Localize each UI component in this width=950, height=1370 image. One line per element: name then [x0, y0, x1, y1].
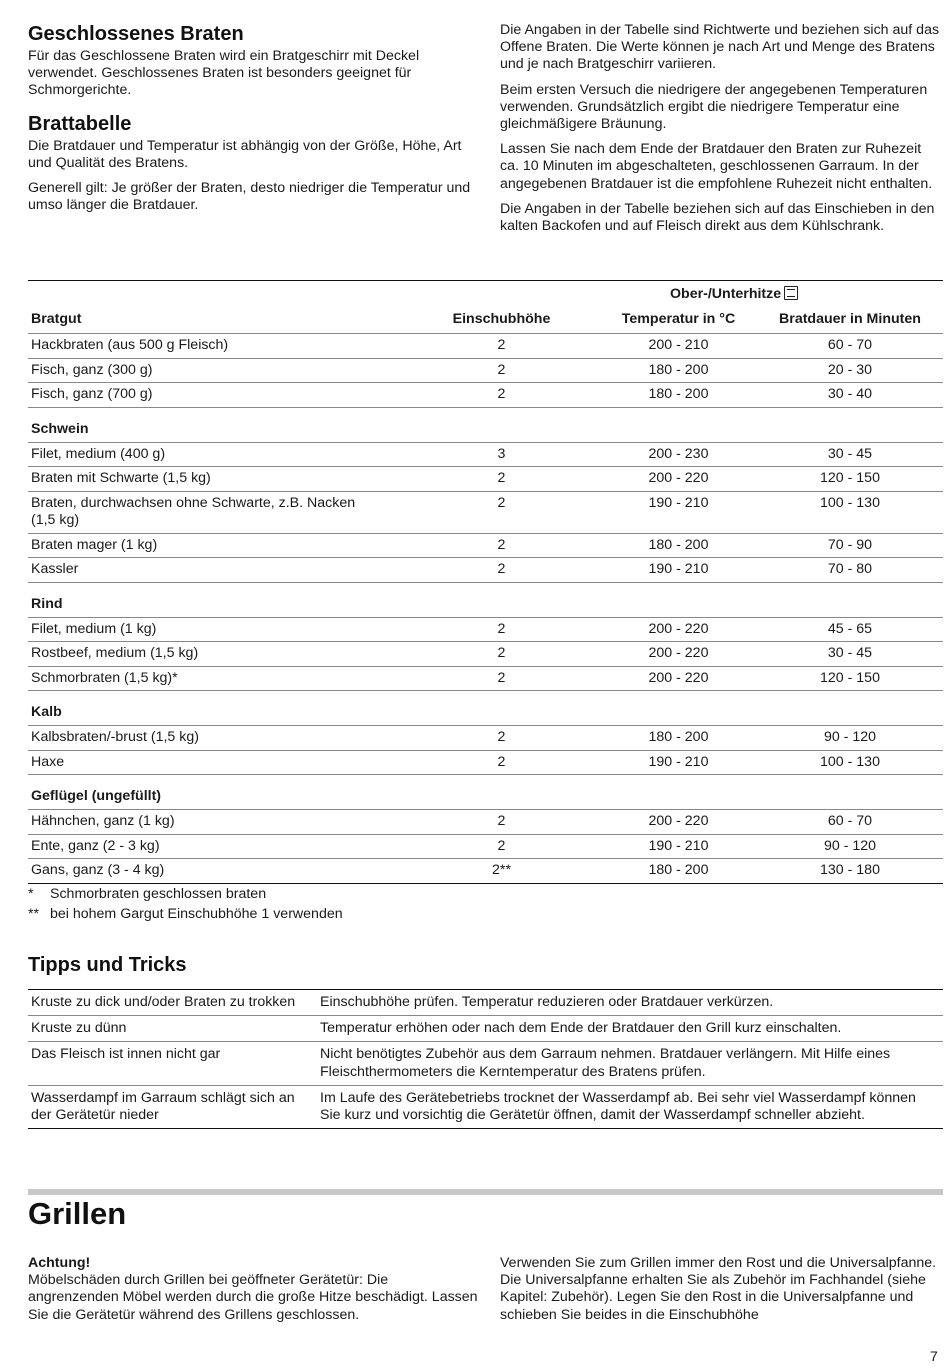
- tip-problem: Das Fleisch ist innen nicht gar: [28, 1042, 317, 1085]
- tips-table-body: [28, 990, 943, 1129]
- footnote: [28, 884, 628, 904]
- cell-food: Filet, medium (400 g): [28, 442, 403, 467]
- cell-shelf: 2: [403, 383, 600, 408]
- table-group-row: [28, 775, 943, 810]
- cell-temperature: 190 - 210: [600, 491, 757, 533]
- header-food: Bratgut: [28, 306, 403, 334]
- cell-duration: 45 - 65: [757, 617, 943, 642]
- cell-temperature: 180 - 200: [600, 726, 757, 751]
- tips-row: [28, 990, 943, 1016]
- cell-food: Hackbraten (aus 500 g Fleisch): [28, 334, 403, 359]
- table-row: [28, 810, 943, 835]
- header-temperature: Temperatur in °C: [600, 306, 757, 334]
- cell-temperature: 200 - 210: [600, 334, 757, 359]
- roast-table-intro: Die Bratdauer und Temperatur ist abhängig von der Größe, Höhe, Art und Qualität des Bratens.: [28, 137, 462, 171]
- tip-problem: Kruste zu dünn: [28, 1016, 317, 1042]
- table-row: [28, 558, 943, 583]
- cell-temperature: 200 - 220: [600, 810, 757, 835]
- cell-food: Gans, ganz (3 - 4 kg): [28, 859, 403, 884]
- cell-shelf: 2: [403, 726, 600, 751]
- header-duration: Bratdauer in Minuten: [757, 306, 943, 334]
- group-label: Rind: [28, 582, 943, 617]
- heating-mode-text: Ober-/Unterhitze: [670, 286, 782, 302]
- cell-duration: 20 - 30: [757, 358, 943, 383]
- table-row: [28, 442, 943, 467]
- table-row: [28, 491, 943, 533]
- cell-food: Braten, durchwachsen ohne Schwarte, z.B. Nacken (1,5 kg): [28, 491, 403, 533]
- cell-shelf: 2: [403, 750, 600, 775]
- footnote-mark: *: [28, 886, 34, 902]
- cell-shelf: 2: [403, 491, 600, 533]
- table-group-row: [28, 691, 943, 726]
- table-row: [28, 617, 943, 642]
- cell-temperature: 200 - 220: [600, 642, 757, 667]
- tip-problem: Wasserdampf im Garraum schlägt sich an der Gerätetür nieder: [28, 1085, 317, 1128]
- cell-shelf: 3: [403, 442, 600, 467]
- cell-food: Schmorbraten (1,5 kg)*: [28, 666, 403, 691]
- cell-temperature: 200 - 220: [600, 666, 757, 691]
- cell-temperature: 200 - 220: [600, 617, 757, 642]
- cell-duration: 120 - 150: [757, 467, 943, 492]
- table-row: [28, 467, 943, 492]
- cell-duration: 30 - 45: [757, 642, 943, 667]
- cell-duration: 130 - 180: [757, 859, 943, 884]
- tips-heading: Tipps und Tricks: [28, 954, 187, 976]
- cell-duration: 30 - 40: [757, 383, 943, 408]
- cell-food: Haxe: [28, 750, 403, 775]
- right-column-top: [500, 22, 942, 243]
- warning-text: Möbelschäden durch Grillen bei geöffneter Gerätetür: Die angrenzenden Möbel werden durch die große Hitze beschädigt. Lassen Sie die Gerätetür während des Grillens geschlossen.: [28, 1272, 478, 1323]
- cell-shelf: 2: [403, 467, 600, 492]
- footnote-text: Schmorbraten geschlossen braten: [50, 886, 267, 902]
- cell-food: Fisch, ganz (300 g): [28, 358, 403, 383]
- table-note-4: Die Angaben in der Tabelle beziehen sich auf das Einschieben in den kalten Backofen und auf Fleisch direkt aus dem Kühlschrank.: [500, 200, 935, 235]
- table-row: [28, 750, 943, 775]
- table-row: [28, 642, 943, 667]
- table-row: [28, 666, 943, 691]
- cell-food: Ente, ganz (2 - 3 kg): [28, 834, 403, 859]
- cell-food: Filet, medium (1 kg): [28, 617, 403, 642]
- table-row: [28, 834, 943, 859]
- cell-duration: 100 - 130: [757, 491, 943, 533]
- tips-row: [28, 1085, 943, 1128]
- cell-duration: 60 - 70: [757, 810, 943, 835]
- cell-duration: 30 - 45: [757, 442, 943, 467]
- table-row: [28, 383, 943, 408]
- cell-food: Hähnchen, ganz (1 kg): [28, 810, 403, 835]
- table-note-3: Lassen Sie nach dem Ende der Bratdauer den Braten zur Ruhezeit ca. 10 Minuten im abgeschalteten, geschlossenen Garraum. In der angegebenen Bratdauer ist die empfohlene Ruhezeit nicht enthalten.: [500, 141, 933, 192]
- cell-shelf: 2: [403, 834, 600, 859]
- group-label: Schwein: [28, 407, 943, 442]
- cell-shelf: 2: [403, 642, 600, 667]
- left-column-top: [28, 22, 478, 222]
- cell-duration: 70 - 90: [757, 533, 943, 558]
- roast-general-rule: Generell gilt: Je größer der Braten, desto niedriger die Temperatur und umso länger die Bratdauer.: [28, 180, 471, 214]
- cell-food: Kassler: [28, 558, 403, 583]
- table-group-row: [28, 582, 943, 617]
- table-row: [28, 533, 943, 558]
- tips-row: [28, 1042, 943, 1085]
- table-note-1: Die Angaben in der Tabelle sind Richtwerte und beziehen sich auf das Offene Braten. Die Werte können je nach Art und Menge des Bratens und je nach Bratgeschirr variieren.: [500, 22, 940, 73]
- table-row: [28, 334, 943, 359]
- group-label: Kalb: [28, 691, 943, 726]
- top-bottom-heat-icon: [784, 286, 798, 300]
- right-column-bottom: [500, 1255, 942, 1324]
- header-shelf: Einschubhöhe: [403, 306, 600, 334]
- cell-shelf: 2**: [403, 859, 600, 884]
- cell-temperature: 190 - 210: [600, 750, 757, 775]
- heading-roast-table: Brattabelle: [28, 112, 132, 135]
- group-label: Geflügel (ungefüllt): [28, 775, 943, 810]
- cell-shelf: 2: [403, 666, 600, 691]
- cell-food: Rostbeef, medium (1,5 kg): [28, 642, 403, 667]
- footnote: [28, 904, 628, 924]
- cell-duration: 70 - 80: [757, 558, 943, 583]
- table-group-row: [28, 407, 943, 442]
- grill-heading: Grillen: [28, 1196, 127, 1231]
- cell-shelf: 2: [403, 810, 600, 835]
- cell-duration: 100 - 130: [757, 750, 943, 775]
- section-divider: [28, 1189, 943, 1195]
- closed-roasting-text: Für das Geschlossene Braten wird ein Bratgeschirr mit Deckel verwendet. Geschlossenes Braten ist besonders geeignet für Schmorgerichte.: [28, 48, 420, 99]
- tips-table: [28, 989, 943, 1129]
- cell-temperature: 180 - 200: [600, 859, 757, 884]
- cell-duration: 120 - 150: [757, 666, 943, 691]
- cell-shelf: 2: [403, 334, 600, 359]
- cell-temperature: 180 - 200: [600, 383, 757, 408]
- left-column-bottom: [28, 1255, 478, 1324]
- footnote-mark: **: [28, 906, 40, 922]
- cell-duration: 90 - 120: [757, 726, 943, 751]
- page-number: 7: [930, 1348, 938, 1364]
- table-row: [28, 358, 943, 383]
- footnote-text: bei hohem Gargut Einschubhöhe 1 verwenden: [50, 906, 343, 922]
- tip-problem: Kruste zu dick und/oder Braten zu trokken: [28, 990, 317, 1016]
- cell-shelf: 2: [403, 617, 600, 642]
- footnotes: [28, 884, 628, 924]
- grill-instructions: Verwenden Sie zum Grillen immer den Rost und die Universalpfanne. Die Universalpfanne erhalten Sie als Zubehör im Fachhandel (siehe Kapitel: Zubehör). Legen Sie den Rost in die Universalpfanne und schieben Sie beides in die Einschubhöhe: [500, 1255, 937, 1323]
- tip-solution: Einschubhöhe prüfen. Temperatur reduzieren oder Bratdauer verkürzen.: [317, 990, 943, 1016]
- cell-temperature: 180 - 200: [600, 533, 757, 558]
- cell-food: Braten mager (1 kg): [28, 533, 403, 558]
- tips-row: [28, 1016, 943, 1042]
- cell-temperature: 190 - 210: [600, 558, 757, 583]
- cell-food: Kalbsbraten/-brust (1,5 kg): [28, 726, 403, 751]
- cell-temperature: 200 - 230: [600, 442, 757, 467]
- table-row: [28, 726, 943, 751]
- cell-food: Fisch, ganz (700 g): [28, 383, 403, 408]
- cell-food: Braten mit Schwarte (1,5 kg): [28, 467, 403, 492]
- tip-solution: Im Laufe des Gerätebetriebs trocknet der Wasserdampf ab. Bei sehr viel Wasserdampf können Sie kurz und vorsichtig die Gerätetür öffnen, damit der Wasserdampf schneller abzieht.: [317, 1085, 943, 1128]
- table-note-2: Beim ersten Versuch die niedrigere der angegebenen Temperaturen verwenden. Grundsätzlich ergibt die niedrigere Temperatur eine gleichmäßigere Bräunung.: [500, 81, 928, 133]
- warning-label: Achtung!: [28, 1255, 91, 1271]
- cell-shelf: 2: [403, 533, 600, 558]
- heating-mode-label: [600, 281, 943, 306]
- heading-closed-roasting: Geschlossenes Braten: [28, 23, 244, 45]
- cell-duration: 90 - 120: [757, 834, 943, 859]
- cell-shelf: 2: [403, 358, 600, 383]
- tip-solution: Temperatur erhöhen oder nach dem Ende der Bratdauer den Grill kurz einschalten.: [317, 1016, 943, 1042]
- tip-solution: Nicht benötigtes Zubehör aus dem Garraum nehmen. Bratdauer verlängern. Mit Hilfe eines Fleischthermometers die Kerntemperatur des Bratens prüfen.: [317, 1042, 943, 1085]
- cell-duration: 60 - 70: [757, 334, 943, 359]
- cell-temperature: 200 - 220: [600, 467, 757, 492]
- table-row: [28, 859, 943, 884]
- cell-temperature: 190 - 210: [600, 834, 757, 859]
- cell-temperature: 180 - 200: [600, 358, 757, 383]
- roast-table: [28, 280, 943, 884]
- cell-shelf: 2: [403, 558, 600, 583]
- roast-table-body: [28, 334, 943, 884]
